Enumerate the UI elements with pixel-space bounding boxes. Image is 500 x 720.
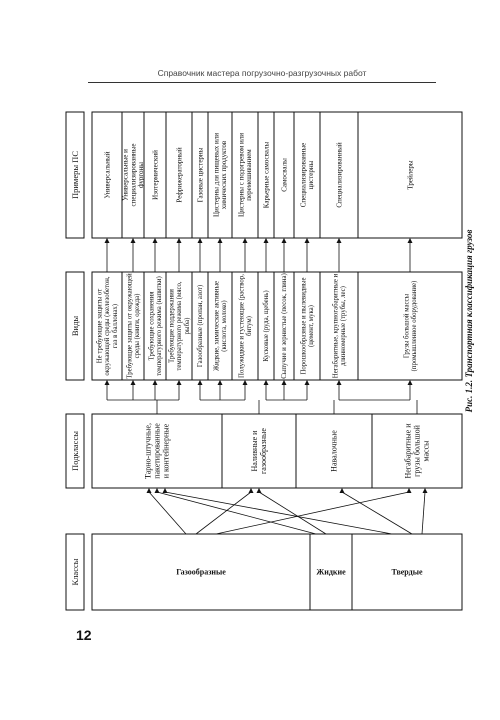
- type-label: [197, 285, 204, 367]
- type-example-arrowhead: [131, 238, 136, 243]
- example-label-line: цистерны: [307, 160, 316, 190]
- type-label: [169, 281, 191, 370]
- example-label-line: Карьерные самосвалы: [262, 141, 271, 209]
- example-label: [175, 147, 183, 202]
- type-label-line: среды (книги, одежда): [134, 293, 142, 359]
- type-label-line: длинномерные (трубы, лес): [340, 286, 348, 366]
- type-label-line: Грузы большой массы: [403, 293, 411, 359]
- class-subclass-link: [422, 492, 425, 534]
- example-label-line: специализированные: [129, 143, 138, 207]
- type-label-line: температурного режима (напитки): [156, 276, 164, 376]
- example-label: [212, 133, 228, 217]
- example-label: [280, 158, 288, 192]
- column-header-types-line: Виды: [69, 315, 80, 337]
- example-label: [103, 151, 111, 198]
- figure-caption: [464, 230, 474, 413]
- type-example-arrowhead: [282, 238, 287, 243]
- example-label: [406, 160, 414, 189]
- subclass-label-line: и контейнерные: [161, 423, 171, 479]
- type-example-arrowhead: [337, 238, 342, 243]
- type-label-line: Полужидкие и густеющие (раствор,: [238, 274, 246, 378]
- class-subclass-arrowhead: [340, 488, 345, 493]
- class-label: [176, 568, 226, 577]
- subclass-type-arrowhead: [264, 380, 269, 385]
- subclass-type-arrowhead: [218, 380, 223, 385]
- subclass-label: [404, 423, 431, 479]
- type-label-line: температурного режима (мясо,: [176, 281, 184, 371]
- example-label-line: Изотермический: [151, 150, 160, 200]
- subclass-type-arrowhead: [282, 380, 287, 385]
- type-label: [332, 273, 347, 378]
- column-header-subclasses: [70, 431, 80, 471]
- subclass-type-arrowhead: [105, 380, 110, 385]
- type-label-line: битум): [246, 316, 254, 336]
- page-number: 12: [76, 627, 92, 643]
- running-header-title: Справочник мастера погрузочно-разгрузочных работ: [157, 68, 367, 78]
- example-label: [121, 144, 145, 207]
- example-label-line: Цистерны для пищевых или: [212, 132, 221, 218]
- subclass-label-line: Негабаритные и: [403, 423, 413, 479]
- type-label: [300, 277, 315, 374]
- type-label: [281, 273, 288, 378]
- subclass-label-line: Навалочные: [329, 430, 339, 472]
- column-header-classes-line: Классы: [69, 558, 80, 586]
- example-label-line: перемешиванием: [245, 149, 254, 201]
- type-label-line: Требующие сохранения: [148, 291, 156, 361]
- running-header: [88, 68, 436, 86]
- type-label-line: (кислота, молоко): [221, 300, 229, 352]
- class-subclass-arrowhead: [155, 488, 160, 493]
- figure-caption-line: Рис. 1.2. Транспортная классификация грузов: [463, 229, 474, 413]
- type-example-arrowhead: [218, 238, 223, 243]
- column-header-examples: [70, 151, 80, 199]
- class-subclass-arrowhead: [407, 488, 412, 493]
- example-label-line: фургоны: [137, 161, 146, 189]
- example-label: [262, 142, 270, 209]
- figure-rotated-group: [66, 112, 474, 610]
- subclass-label-line: газообразные: [259, 428, 269, 474]
- classification-diagram: [62, 106, 472, 616]
- type-label: [97, 276, 119, 375]
- type-example-arrowhead: [305, 238, 310, 243]
- type-label-line: Негабаритные, крупногабаритные и: [332, 273, 340, 379]
- example-label-line: Рефрижераторный: [175, 147, 184, 203]
- class-label: [392, 568, 423, 577]
- type-example-arrowhead: [177, 238, 182, 243]
- subclass-label: [250, 428, 268, 474]
- example-label-line: Универсальный: [103, 151, 112, 199]
- class-label-line: Жидкие: [316, 567, 346, 577]
- type-label-line: Требующие поддержания: [168, 289, 176, 363]
- example-label-line: химических продуктов: [220, 140, 229, 210]
- subclass-type-arrowhead: [198, 380, 203, 385]
- type-example-arrowhead: [105, 238, 110, 243]
- type-label: [213, 281, 228, 371]
- example-label-line: Самосвалы: [280, 158, 289, 192]
- subclass-label-line: грузы большой: [412, 425, 422, 477]
- class-subclass-arrowhead: [249, 488, 254, 493]
- type-example-arrowhead: [198, 238, 203, 243]
- class-subclass-link: [216, 492, 409, 534]
- subclass-label: [144, 423, 171, 479]
- class-label-line: Газообразные: [176, 567, 226, 577]
- example-label-line: Специализированный: [335, 142, 344, 208]
- example-label-line: Цистерны с подогревом или: [237, 132, 246, 218]
- subclass-type-arrowhead: [153, 380, 158, 385]
- subclass-label-line: Наливные и: [250, 430, 260, 472]
- type-label: [126, 273, 141, 379]
- type-label-line: Кусковые (руда, щебень): [263, 290, 271, 362]
- header-rule: [88, 82, 436, 83]
- subclass-label-line: пакетированные: [152, 423, 162, 479]
- type-label-line: (промышленное оборудование): [411, 280, 419, 372]
- class-subclass-link: [342, 492, 412, 534]
- example-label: [237, 133, 253, 217]
- example-label: [196, 147, 204, 202]
- column-header-examples-line: Примеры ПС: [69, 151, 80, 199]
- column-header-subclasses-line: Подклассы: [69, 431, 80, 471]
- class-label-line: Твердые: [391, 567, 423, 577]
- class-subclass-arrowhead: [163, 488, 168, 493]
- subclass-type-arrowhead: [305, 380, 310, 385]
- classification-figure: [62, 106, 472, 616]
- class-subclass-arrowhead: [257, 488, 262, 493]
- example-label-line: Универсальные и: [121, 149, 130, 201]
- subclass-type-arrowhead: [177, 380, 182, 385]
- type-label-line: Требующие защиты от окружающей: [126, 273, 134, 379]
- subclass-label-line: массы: [421, 440, 431, 462]
- example-label: [299, 143, 315, 208]
- class-subclass-link: [196, 492, 251, 534]
- type-label-line: (цемент, мука): [308, 305, 316, 347]
- example-label-line: Газовые цистерны: [196, 147, 205, 203]
- example-label-line: Специализированные: [299, 142, 308, 208]
- column-header-classes: [70, 558, 80, 585]
- type-label-line: Сыпучие и зернистые (песок, глина): [281, 273, 289, 379]
- type-label: [263, 290, 270, 361]
- type-label-line: Не требующие защиты от: [96, 288, 104, 364]
- example-label: [335, 142, 343, 207]
- type-label: [403, 281, 418, 372]
- type-label: [148, 276, 163, 376]
- type-label: [238, 274, 253, 378]
- class-subclass-arrowhead: [147, 488, 152, 493]
- column-header-types: [70, 316, 80, 337]
- type-label-line: Жидкие, химические активные: [213, 280, 221, 372]
- type-label-line: газ в баллонах): [111, 303, 119, 349]
- type-label-line: окружающей среды (железобетон,: [104, 276, 112, 376]
- type-example-arrowhead: [408, 238, 413, 243]
- subclass-label: [330, 430, 339, 472]
- type-example-arrowhead: [153, 238, 158, 243]
- type-example-arrowhead: [264, 238, 269, 243]
- class-subclass-link: [165, 492, 392, 534]
- type-example-arrowhead: [243, 238, 248, 243]
- subclass-type-arrowhead: [408, 380, 413, 385]
- type-label-line: Газообразные (пропан, азот): [197, 284, 205, 368]
- subclass-type-arrowhead: [131, 380, 136, 385]
- subclass-type-arrowhead: [337, 380, 342, 385]
- class-label: [316, 568, 346, 577]
- example-label-line: Трейлеры: [406, 160, 415, 190]
- subclass-type-arrowhead: [243, 380, 248, 385]
- example-label: [151, 150, 159, 200]
- type-label-line: Порошкообразные и пылевидные: [300, 277, 308, 375]
- type-label-line: рыба): [183, 317, 191, 335]
- subclass-label-line: Тарно-штучные,: [143, 423, 153, 479]
- class-subclass-arrowhead: [423, 488, 428, 493]
